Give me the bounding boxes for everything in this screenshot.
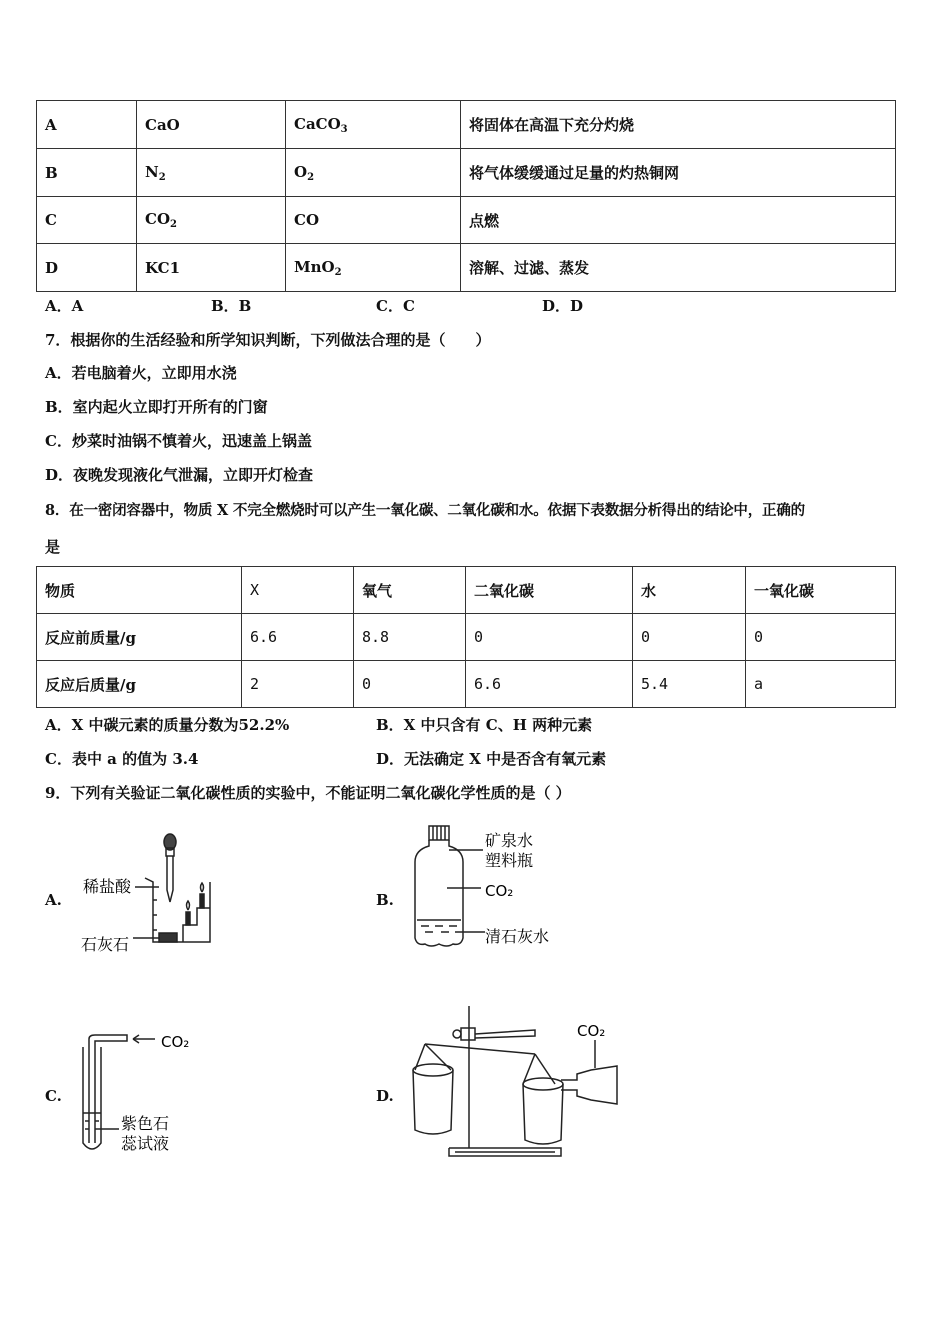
figure-c-test-tube-experiment: [75, 1025, 215, 1160]
mass-data-table: [36, 566, 896, 708]
q9-option-d[interactable]: D.: [376, 1087, 394, 1105]
q7-option-a[interactable]: A．若电脑着火，立即用水浇: [45, 364, 237, 382]
q6-option-a[interactable]: A．A: [45, 297, 84, 315]
header-cell: 物质: [37, 567, 242, 614]
table-row: [37, 614, 896, 661]
row-label: A: [37, 101, 137, 149]
label-gas: CO₂: [577, 1022, 606, 1040]
table-cell: 8.8: [354, 614, 466, 661]
q8-option-c[interactable]: C．表中 a 的值为 3.4: [45, 750, 199, 768]
header-cell: 一氧化碳: [746, 567, 896, 614]
q9-option-a[interactable]: A.: [45, 891, 62, 909]
q8-option-b[interactable]: B．X 中只含有 C、H 两种元素: [376, 716, 593, 734]
label-bottle-line2: 塑料瓶: [485, 851, 534, 870]
cell-method: 溶解、过滤、蒸发: [461, 244, 896, 292]
cell-substance: $N_2$: [137, 149, 286, 197]
table-cell: 2: [242, 661, 354, 708]
table-cell: 0: [633, 614, 746, 661]
header-cell: X: [242, 567, 354, 614]
q9-option-b[interactable]: B.: [376, 891, 394, 909]
q6-option-d[interactable]: D．D: [542, 297, 584, 315]
q6-option-c[interactable]: C．C: [376, 297, 415, 315]
label-limewater: 清石灰水: [485, 927, 550, 946]
q9-stem: 9．下列有关验证二氧化碳性质的实验中，不能证明二氧化碳化学性质的是（ ）: [45, 784, 571, 802]
q7-option-b[interactable]: B．室内起火立即打开所有的门窗: [45, 398, 268, 416]
separation-table: [36, 100, 896, 292]
table-cell: 0: [746, 614, 896, 661]
label-stone: 石灰石: [81, 935, 130, 954]
cell-impurity: MnO$_2$: [286, 244, 461, 292]
q8-option-d[interactable]: D．无法确定 X 中是否含有氧元素: [376, 750, 607, 768]
label-gas: CO₂: [485, 882, 514, 900]
table-cell: 5.4: [633, 661, 746, 708]
cell-impurity: CO: [286, 197, 461, 244]
table-header-row: [37, 567, 896, 614]
cell-method: 将固体在高温下充分灼烧: [461, 101, 896, 149]
table-row: [37, 661, 896, 708]
cell-method: 将气体缓缓通过足量的灼热铜网: [461, 149, 896, 197]
row-label: 反应前质量/g: [37, 614, 242, 661]
q7-stem: 7．根据你的生活经验和所学知识判断，下列做法合理的是（ ）: [45, 331, 491, 349]
cell-impurity: CaCO$_3$: [286, 101, 461, 149]
header-cell: 二氧化碳: [466, 567, 633, 614]
table-cell: 6.6: [466, 661, 633, 708]
label-litmus-line1: 紫色石: [121, 1114, 170, 1133]
q8-stem: 8．在一密闭容器中，物质 X 不完全燃烧时可以产生一氧化碳、二氧化碳和水。依据下表数据分析得出的结论中，正确的: [45, 502, 805, 519]
table-cell: 0: [466, 614, 633, 661]
table-cell: 0: [354, 661, 466, 708]
q6-option-b[interactable]: B．B: [211, 297, 252, 315]
row-label: B: [37, 149, 137, 197]
q9-option-c[interactable]: C.: [45, 1087, 62, 1105]
table-cell: a: [746, 661, 896, 708]
label-acid: 稀盐酸: [83, 877, 132, 896]
figure-b-bottle-experiment: [405, 820, 585, 955]
q7-option-c[interactable]: C．炒菜时油锅不慎着火，迅速盖上锅盖: [45, 432, 312, 450]
table-row: [37, 197, 896, 244]
label-gas: CO₂: [161, 1033, 190, 1051]
label-bottle-line1: 矿泉水: [485, 831, 534, 850]
cell-impurity: $O_2$: [286, 149, 461, 197]
cell-substance: $CO_2$: [137, 197, 286, 244]
table-row: [37, 244, 896, 292]
row-label: 反应后质量/g: [37, 661, 242, 708]
q7-option-d[interactable]: D．夜晚发现液化气泄漏，立即开灯检查: [45, 466, 314, 484]
q8-stem-cont: 是: [45, 538, 61, 556]
table-cell: 6.6: [242, 614, 354, 661]
q8-option-a[interactable]: A．X 中碳元素的质量分数为52.2%: [45, 716, 290, 734]
cell-method: 点燃: [461, 197, 896, 244]
cell-substance: KC1: [137, 244, 286, 292]
header-cell: 水: [633, 567, 746, 614]
header-cell: 氧气: [354, 567, 466, 614]
row-label: C: [37, 197, 137, 244]
label-litmus-line2: 蕊试液: [121, 1134, 170, 1153]
table-row: [37, 149, 896, 197]
row-label: D: [37, 244, 137, 292]
figure-a-beaker-experiment: [75, 830, 225, 955]
table-row: [37, 101, 896, 149]
cell-substance: CaO: [137, 101, 286, 149]
figure-d-balance-experiment: [405, 1000, 635, 1165]
